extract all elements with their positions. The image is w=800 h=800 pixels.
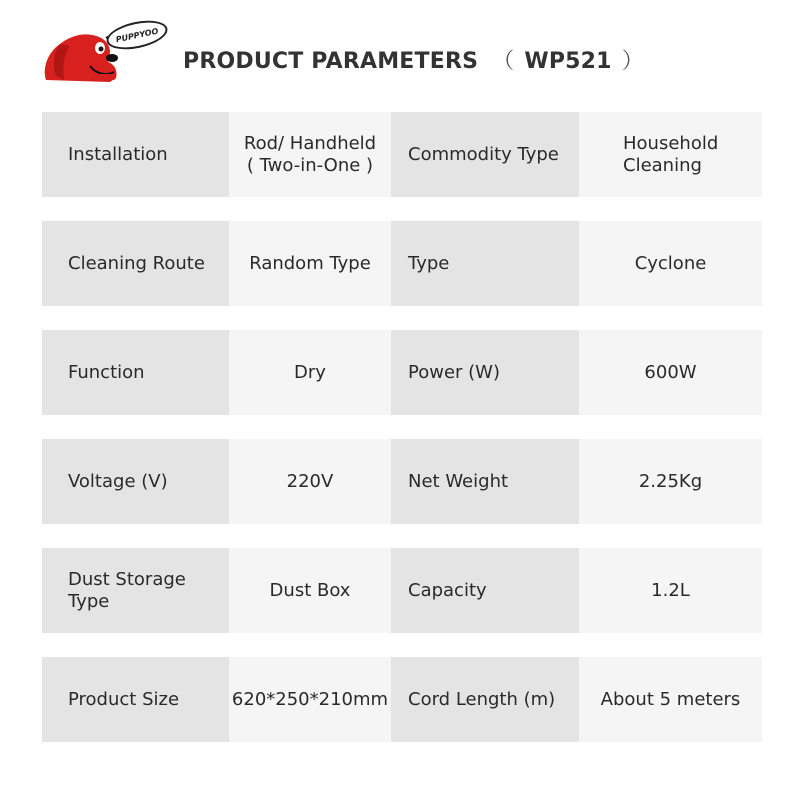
table-row bbox=[42, 548, 762, 633]
label-cell: Voltage (V) bbox=[42, 439, 229, 524]
brand-speech-bubble: PUPPYOO bbox=[104, 16, 170, 54]
model-number: WP521 bbox=[524, 49, 612, 74]
label-cell: Function bbox=[42, 330, 229, 415]
parameters-table bbox=[42, 112, 762, 766]
label-cell: Commodity Type bbox=[391, 112, 579, 197]
label-cell: Product Size bbox=[42, 657, 229, 742]
title-text: PRODUCT PARAMETERS bbox=[183, 49, 479, 74]
value-cell: 220V bbox=[229, 439, 391, 524]
label-cell: Power (W) bbox=[391, 330, 579, 415]
page-title bbox=[183, 44, 644, 75]
value-cell: About 5 meters bbox=[579, 657, 762, 742]
header bbox=[0, 0, 800, 100]
label-cell: Type bbox=[391, 221, 579, 306]
table-row bbox=[42, 439, 762, 524]
value-cell: Dust Box bbox=[229, 548, 391, 633]
value-cell: 600W bbox=[579, 330, 762, 415]
label-cell: Cord Length (m) bbox=[391, 657, 579, 742]
value-cell: Cyclone bbox=[579, 221, 762, 306]
table-row bbox=[42, 330, 762, 415]
label-cell: Installation bbox=[42, 112, 229, 197]
value-cell: Random Type bbox=[229, 221, 391, 306]
model-close-paren: ） bbox=[621, 49, 644, 74]
label-cell: Dust Storage Type bbox=[42, 548, 229, 633]
table-row bbox=[42, 657, 762, 742]
value-cell: 2.25Kg bbox=[579, 439, 762, 524]
model-open-paren: （ bbox=[492, 49, 515, 74]
label-cell: Capacity bbox=[391, 548, 579, 633]
value-cell: Rod/ Handheld ( Two-in-One ) bbox=[229, 112, 391, 197]
table-row bbox=[42, 112, 762, 197]
value-cell: 620*250*210mm bbox=[229, 657, 391, 742]
label-cell: Cleaning Route bbox=[42, 221, 229, 306]
value-cell: Household Cleaning bbox=[579, 112, 762, 197]
value-cell: 1.2L bbox=[579, 548, 762, 633]
value-cell: Dry bbox=[229, 330, 391, 415]
table-row bbox=[42, 221, 762, 306]
label-cell: Net Weight bbox=[391, 439, 579, 524]
